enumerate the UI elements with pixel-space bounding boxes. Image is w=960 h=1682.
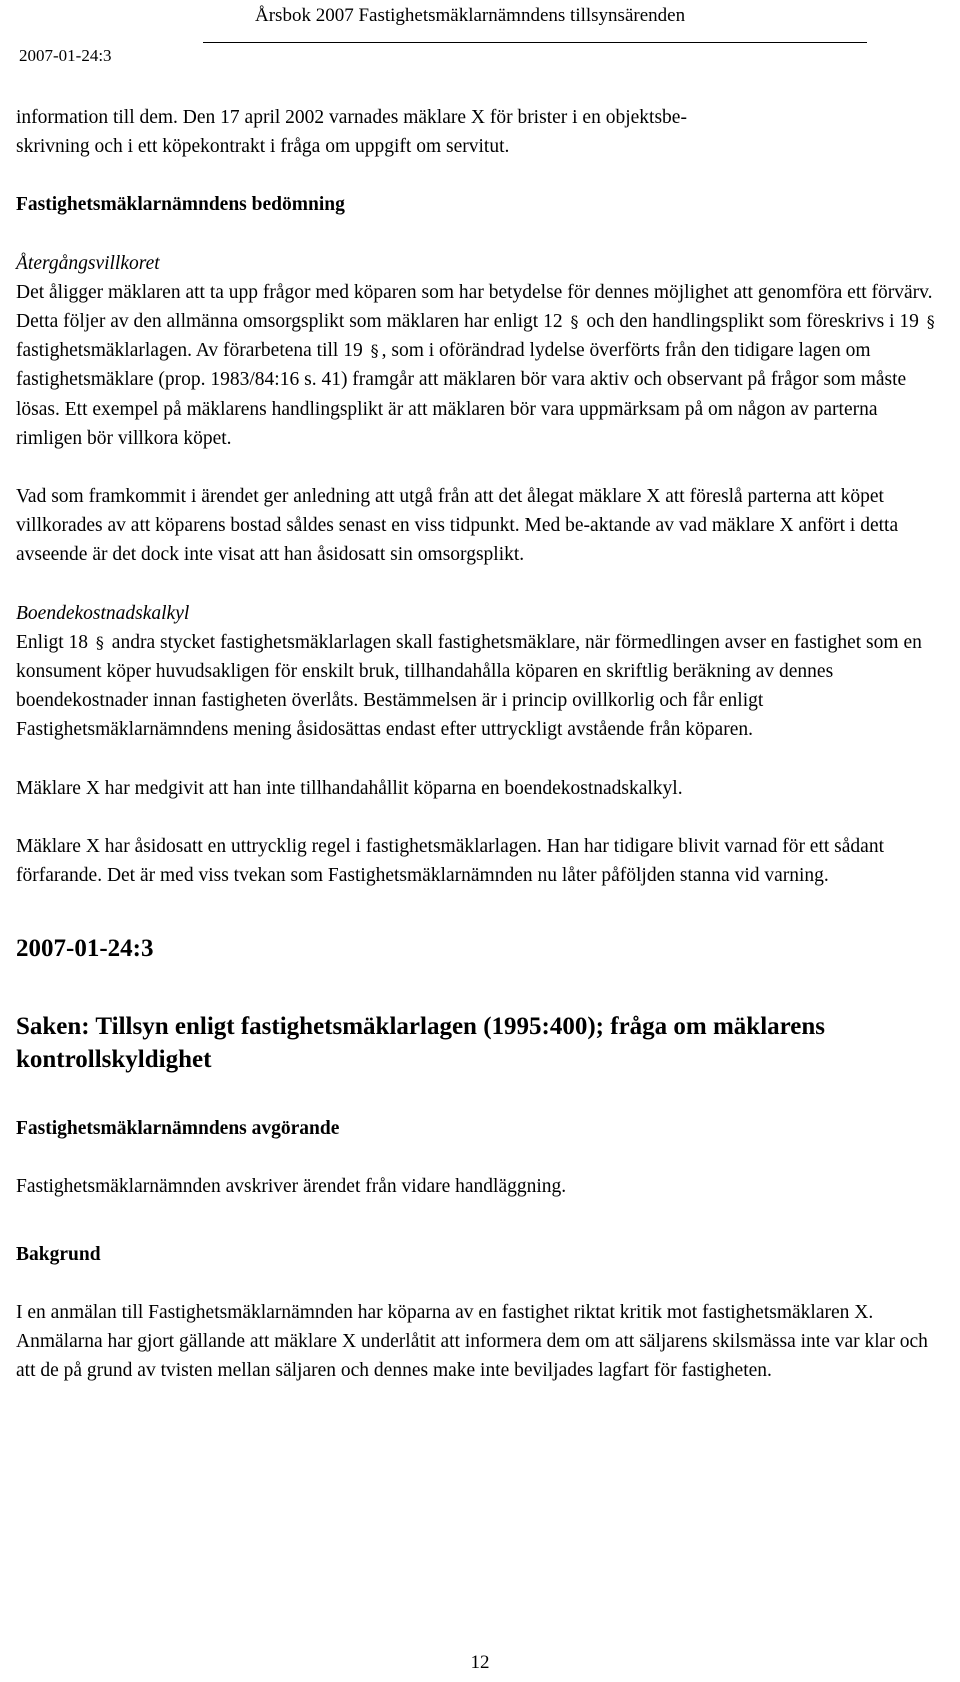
paragraph-care-duty: Vad som framkommit i ärendet ger anledning att utgå från att det ålegat mäklare X att föreslå parterna att köpet villkorades av att köparens bostad såldes senast en viss tidpunkt. Med be-aktande av vad mäklare X anfört i detta avseende är det dock inte visat att han åsidosatt sin omsorgsplikt. bbox=[16, 486, 899, 566]
section-sign: § bbox=[95, 632, 104, 652]
page-number: 12 bbox=[470, 1652, 490, 1673]
section-sign: § bbox=[926, 312, 935, 332]
header-rule bbox=[203, 42, 867, 43]
background-heading: Bakgrund bbox=[16, 1243, 101, 1265]
running-header-title: Årsbok 2007 Fastighetsmäklarnämndens tillsynsärenden bbox=[255, 5, 686, 26]
subheading-return-condition: Återgångsvillkoret bbox=[16, 252, 160, 274]
assessment-heading: Fastighetsmäklarnämndens bedömning bbox=[16, 194, 345, 216]
paragraph-admission: Mäklare X har medgivit att han inte tillhandahållit köparna en boendekostnadskalkyl. bbox=[16, 777, 683, 799]
section-sign: § bbox=[570, 312, 579, 332]
background-text: I en anmälan till Fastighetsmäklarnämnden har köparna av en fastighet riktat kritik mot fastighetsmäklaren X. Anmälarna har gjort gällande att mäklare X underlåtit att informera dem om att säljarens skilsmässa inte var klar och att de på grund av tvisten mellan säljaren och dennes make inte beviljades lagfart för fastigheten. bbox=[16, 1301, 928, 1382]
running-header-case-id: 2007-01-24:3 bbox=[19, 46, 112, 65]
page-body bbox=[16, 103, 941, 1385]
paragraph-sanction: Mäklare X har åsidosatt en uttrycklig regel i fastighetsmäklarlagen. Han har tidigare blivit varnad för ett sådant förfarande. Det är med viss tvekan som Fastighetsmäklarnämnden nu låter påföljden stanna vid varning. bbox=[16, 835, 884, 887]
intro-line-1: information till dem. Den 17 april 2002 varnades mäklare X för brister i en objektsbe- bbox=[16, 107, 687, 128]
subheading-housing-cost: Boendekostnadskalkyl bbox=[16, 602, 190, 624]
case-title: Saken: Tillsyn enligt fastighetsmäklarlagen (1995:400); fråga om mäklarens kontrollskyldighet bbox=[16, 1013, 826, 1074]
paragraph-return-condition: Det åligger mäklaren att ta upp frågor med köparen som har betydelse för dennes möjlighet att genomföra ett förvärv. Detta följer av den allmänna omsorgsplikt som mäklaren har enligt 12 § och den handlingsplikt som föreskrivs i 19 § fastighetsmäklarlagen. Av förarbetena till 19 § , som i oförändrad lydelse överförts från den tidigare lagen om fastighetsmäklare (prop. 1983/84:16 s. 41) framgår att mäklaren bör vara aktiv och observant på frågor som måste lösas. Ett exempel på mäklarens handlingsplikt är att mäklaren bör vara uppmärksam på om någon av parterna rimligen bör villkora köpet. bbox=[16, 278, 941, 453]
section-sign: § bbox=[370, 341, 379, 361]
decision-heading: Fastighetsmäklarnämndens avgörande bbox=[16, 1118, 340, 1140]
decision-text: Fastighetsmäklarnämnden avskriver ärendet från vidare handläggning. bbox=[16, 1176, 567, 1198]
intro-paragraph bbox=[16, 103, 941, 161]
intro-line-2: skrivning och i ett köpekontrakt i fråga om uppgift om servitut. bbox=[16, 136, 510, 158]
case-date-heading: 2007-01-24:3 bbox=[16, 935, 154, 963]
paragraph-housing-cost: Enligt 18 § andra stycket fastighetsmäklarlagen skall fastighetsmäklare, när förmedlingen avser en fastighet som en konsument köper huvudsakligen för enskilt bruk, tillhandahålla köparen en skriftlig beräkning av dennes boendekostnader innan fastigheten överlåts. Bestämmelsen är i princip ovillkorlig och får enligt Fastighetsmäklarnämndens mening åsidosättas endast efter uttryckligt avstående från köparen. bbox=[16, 628, 941, 745]
